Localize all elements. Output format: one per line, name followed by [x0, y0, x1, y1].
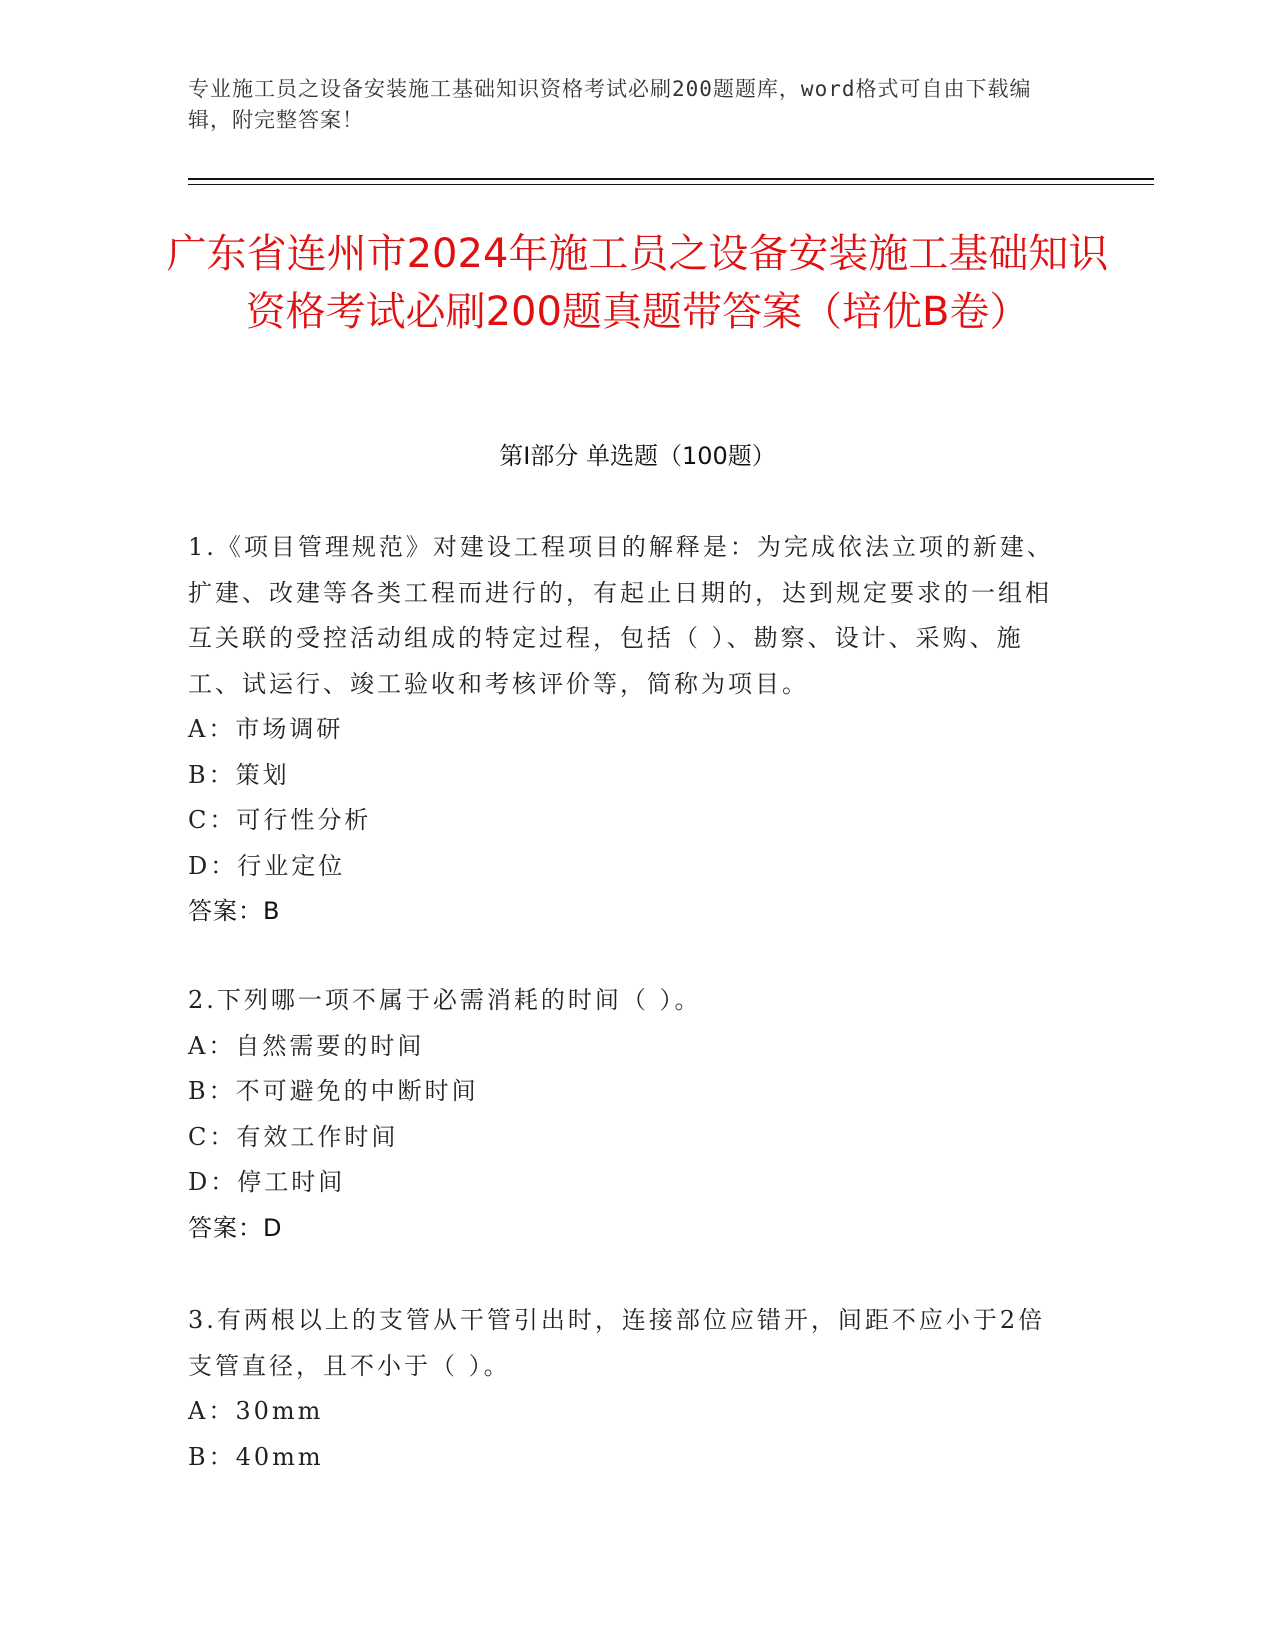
- option-d: D：行业定位: [188, 851, 346, 880]
- section-title: 第I部分 单选题（100题）: [499, 442, 776, 470]
- question-1: [188, 525, 1058, 935]
- answer: 答案：D: [188, 1213, 283, 1242]
- option-b: B：40mm: [188, 1442, 324, 1471]
- option-c: C：可行性分析: [188, 806, 372, 834]
- answer: 答案：B: [188, 897, 281, 925]
- question-3: [188, 1298, 1058, 1480]
- option-a: A：自然需要的时间: [188, 1031, 425, 1060]
- option-a: A：30mm: [188, 1397, 324, 1425]
- option-b: B：不可避免的中断时间: [188, 1077, 479, 1105]
- header-note: 专业施工员之设备安装施工基础知识资格考试必刷200题题库，word格式可自由下载编辑，附完整答案！: [188, 77, 1032, 132]
- question-stem: 2.下列哪一项不属于必需消耗的时间（ ）。: [188, 986, 702, 1014]
- header-rule-thick: [188, 178, 1154, 180]
- question-stem: 1.《项目管理规范》对建设工程项目的解释是：为完成依法立项的新建、扩建、改建等各类工程而进行的，有起止日期的，达到规定要求的一组相互关联的受控活动组成的特定过程，包括（ ）、勘察、设计、采购、施工、试运行、竣工验收和考核评价等，简称为项目。: [188, 533, 1054, 698]
- option-d: D：停工时间: [188, 1168, 346, 1196]
- document-title: 广东省连州市2024年施工员之设备安装施工基础知识资格考试必刷200题真题带答案（培优B卷）: [166, 231, 1109, 335]
- option-a: A：市场调研: [188, 715, 344, 743]
- header-rule-thin: [188, 184, 1154, 185]
- option-b: B：策划: [188, 760, 290, 789]
- question-stem: 3.有两根以上的支管从干管引出时，连接部位应错开，间距不应小于2倍支管直径，且不小于（ ）。: [188, 1306, 1046, 1380]
- question-2: [188, 978, 1058, 1251]
- option-c: C：有效工作时间: [188, 1122, 399, 1151]
